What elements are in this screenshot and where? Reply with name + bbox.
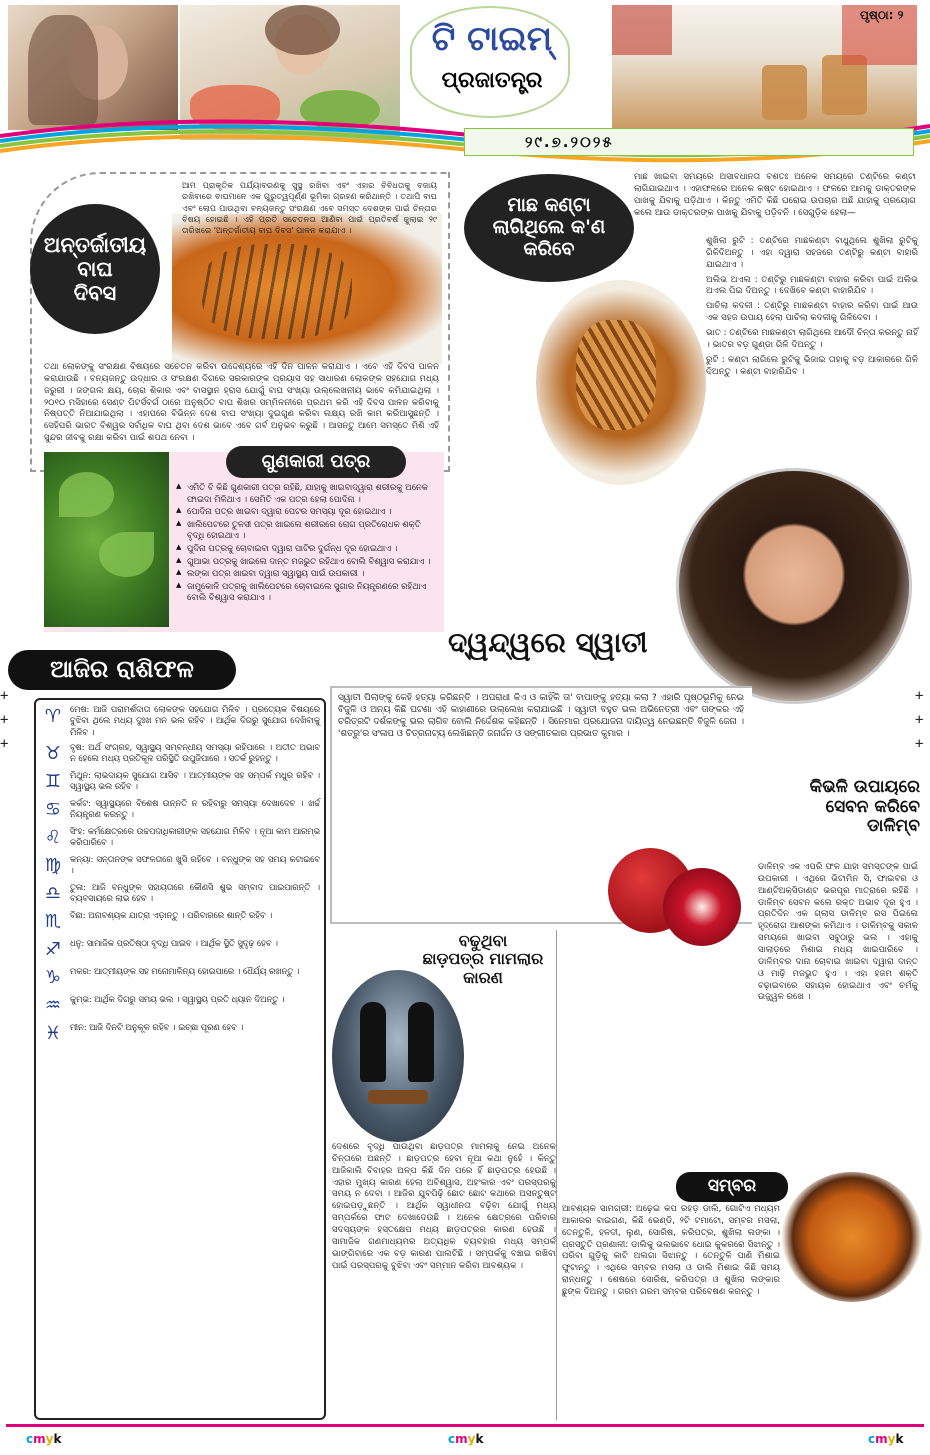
rashi-row [36, 882, 320, 906]
fish-title-line2: ଲାଗିଥିଲେ କ'ଣ [492, 216, 606, 239]
cmyk-mark-center: cmyk [448, 1432, 484, 1446]
sambar-title: ସମ୍ବର [707, 1176, 757, 1197]
rashi-text: ଧନୁ: ସାମାଜିକ ପ୍ରତିଷ୍ଠା ବୃଦ୍ଧି ପାଇବ । ଆର୍ଥିକ ସ୍ଥିତି ସୁଦୃଢ଼ ହେବ । [70, 937, 278, 948]
mint-point: ▲ ଏମିତି ବି କିଛି ଗୁଣକାରୀ ପତ୍ର ରହିଛି, ଯାହାକୁ ଖାଇବାଦ୍ୱାରା ଶରୀରକୁ ଅନେକ ଫାଇଦା ମିଳିଥାଏ । ସେମିତି ଏକ ପତ୍ର ହେଲା ପୋଦିନା । [176, 482, 438, 505]
fried-fish-photo [536, 280, 706, 485]
mint-leaves-photo [44, 452, 169, 627]
rashi-row [36, 966, 320, 990]
fish-title-line1: ମାଛ କଣ୍ଟା [507, 194, 591, 217]
rashi-title-badge [8, 650, 236, 690]
mint-point: ▲ ଗୁଆଭା ପତ୍ରକୁ ଖାଇଲେ ଦାନ୍ତ ମଜଭୁତ ରହିଥାଏ ବୋଲି ବିଶ୍ୱାସ କରାଯାଏ । [176, 556, 438, 568]
swati-portrait-photo [676, 468, 912, 704]
tiger-section [30, 172, 450, 472]
tiger-title-line3: ଦିବସ [73, 281, 117, 306]
fish-tip: ଅଲିଭ ଅଏଲ : ତଣ୍ଟିରୁ ମାଛକଣ୍ଟା ବାହାର କରିବା ପାଇଁ ଅଲିଭ ଅଏଲ ପିଇ ଦିଅନ୍ତୁ । ଦେଖିବେ କଣ୍ଟା ବାହାରିଯିବ । [706, 274, 918, 297]
rashi-text: ସିଂହ: କର୍ମକ୍ଷେତ୍ରରେ ଉଚ୍ଚପଦାଧିକାରୀଙ୍କ ସହଯୋଗ ମିଳିବ । ନୂଆ କାମ ଆରମ୍ଭ କରିପାରିବେ । [70, 825, 320, 848]
cmyk-mark-left: cmyk [26, 1432, 62, 1446]
rashi-row [36, 1022, 320, 1046]
sambar-body-text: ଆବଶ୍ୟକ ସାମଗ୍ରୀ: ଅଢ଼େଇ କପ ରହଡ଼ ଡାଲି, ଗୋଟିଏ ମଧ୍ୟମ ଆକାରର ବାଇଗଣ, କିଛି ଭେଣ୍ଡି, ୨ଟି ଟମାଟୋ, ସମ୍ବର ମସଲା, ତେନ୍ତୁଳି, ହଳଦୀ, ଲୁଣ, ସୋରିଷ, କରିପତ୍ର, ଶୁଖିଲା ଲଙ୍କା । ପ୍ରସ୍ତୁତି ପ୍ରଣାଳୀ: ଡାଲିକୁ ଭଲଭାବେ ଧୋଇ କୁକରରେ ସିଝାନ୍ତୁ । ପରିବା ଗୁଡ଼ିକୁ କାଟି ଅଲଗା ସିଝାନ୍ତୁ । ତେନ୍ତୁଳି ପାଣି ମିଶାଇ ଫୁଟାନ୍ତୁ । ଏଥିରେ ସମ୍ବର ମସଲା ଓ ଡାଲି ମିଶାଇ କିଛି ସମୟ ରାନ୍ଧନ୍ତୁ । ଶେଷରେ ସୋରିଷ, କରିପତ୍ର ଓ ଶୁଖିଲା ଲଙ୍କାର ଛୁଙ୍କ ଦିଅନ୍ତୁ । ଗରମ ଗରମ ସମ୍ବର ପରିବେଷଣ କରନ୍ତୁ । [562, 1204, 780, 1298]
rashi-row [36, 938, 320, 962]
fish-tip: ଭାତ : ତଣ୍ଟିରେ ମାଛକଣ୍ଟା ଲାଗିଥିଲେ ଆଦୌ ଚିନ୍ତା କରନ୍ତୁ ନାହିଁ । ଭାତର ବଡ଼ ଗୁଣ୍ଡା ଗିଳି ଦିଅନ୍ତୁ । [706, 328, 918, 350]
rashi-row [36, 994, 320, 1018]
swati-body-text: ସ୍ୱାତୀ ପିଲାଙ୍କୁ କେହି ହତ୍ୟା କରିଛନ୍ତି । ଅପରାଧୀ କିଏ ଓ କାହିଁକି ତା' ବାପାଙ୍କୁ ହତ୍ୟା କଲା ? ଏହାରି ପୃଷ୍ଠଭୂମିକୁ ନେଇ ବିଜୁଳି ଓ ଅନ୍ୟ କିଛି ଘଟଣା ଏହି କାହାଣୀରେ ଉଲ୍ଲେଖ କରାଯାଇଛି । ସ୍ୱାତୀ ବହୁତ ଭଲ ଅଭିନେତ୍ରୀ ଏବଂ ତାଙ୍କର ଏହି ଚରିତ୍ରଟି ଦର୍ଶକଙ୍କୁ ଭଲ ଲାଗିବ ବୋଲି ନିର୍ଦ୍ଦେଶକ କହିଛନ୍ତି । ସିନେମାର ପ୍ରଯୋଜନା ଦାୟିତ୍ୱ ନେଇଛନ୍ତି ବିଜୁଳି ଜେନା । 'ଶତ୍ରୁ'ର ସଂଳାପ ଓ ଚିତ୍ରନାଟ୍ୟ ଲେଖିଛନ୍ତି ଜନାର୍ଦ୍ଦନ ଓ ସଙ୍ଗୀତକାର ପ୍ରଭାତ କୁମାର । [338, 693, 744, 740]
fish-tip: ଶୁଖିଲା ରୁଟି : ତଣ୍ଟିରେ ମାଛକଣ୍ଟା ବାଧୁଥିଲେ ଶୁଖିଲା ରୁଟିକୁ ଗିଳିଦିଅନ୍ତୁ । ଏହା ଦ୍ୱାରା ସହଜରେ ତଣ୍ଟିରୁ କଣ୍ଟା ବାହାରି ଯାଇଥାଏ । [706, 236, 918, 270]
header-banner [0, 0, 930, 160]
divorce-title-line3: କାରଣ [463, 967, 503, 987]
mint-point: ▲ ଲଙ୍କା ପତ୍ର ଖାଇବା ଦ୍ୱାରା ସ୍ୱାସ୍ଥ୍ୟ ପାଇଁ ଉପକାରୀ । [176, 568, 438, 580]
logo-sub-text: ପ୍ରଜାତନ୍ତ୍ର [441, 68, 543, 93]
tiger-title-line1: ଅନ୍ତର୍ଜାତୀୟ [43, 232, 147, 257]
tiger-body-text: ତଥା ଲୋକଙ୍କୁ ସଂରକ୍ଷଣ ବିଷୟରେ ସଚେତନ କରିବା ଉଦ୍ଦେଶ୍ୟରେ ଏହି ଦିନ ପାଳନ କରାଯାଏ । ଏବେ ଏହି ଦିବସ ପାଳନ କରାଯାଉଛି । ବନ୍ୟଜନ୍ତୁ ଉଦ୍ଧାର ଓ ସଂରକ୍ଷଣ ଦିଗରେ ସରକାରଙ୍କ ପ୍ରୟାସ ସହ ସାଧାରଣ ଲୋକଙ୍କ ସହଯୋଗ ମଧ୍ୟ ଜରୁରୀ । ଜଙ୍ଗଲ କ୍ଷୟ, ଚୋରା ଶିକାର ଏବଂ ବାସସ୍ଥାନ ହ୍ରାସ ଯୋଗୁଁ ବାଘ ସଂଖ୍ୟା ଉଲ୍ଲେଖନୀୟ ଭାବେ କମିଯାଇଥିଲା । ୨୦୧୦ ମସିହାରେ ସେଣ୍ଟ ପିଟର୍ସବର୍ଗ ଠାରେ ଅନୁଷ୍ଠିତ ବାଘ ଶିଖର ସମ୍ମିଳନୀରେ ପ୍ରଥମ କରି ଏହି ଦିବସ ପାଳନ କରିବାକୁ ନିଷ୍ପତ୍ତି ନିଆଯାଇଥିଲା । ଏହାପରେ ବିଭିନ୍ନ ଦେଶ ବାଘ ସଂଖ୍ୟା ଦୁଇଗୁଣ କରିବା ଲକ୍ଷ୍ୟ ରଖି କାମ କରିଆସୁଛନ୍ତି । ସେହିପରି ଭାରତ ବିଶ୍ୱର ସର୍ବାଧିକ ବାଘ ଥିବା ଦେଶ ଭାବେ ଏବେ ଗର୍ବ ଅନୁଭବ କରୁଛି । ଆସନ୍ତୁ ଆମେ ସମସ୍ତେ ମିଶି ଏହି ସୁନ୍ଦର ଜୀବକୁ ରକ୍ଷା କରିବା ପାଇଁ ଶପଥ ନେବା । [44, 362, 439, 444]
taurus-icon: ♉ [44, 743, 62, 765]
fish-tip: ରୁଟି : କଣ୍ଟା ଲାଗିଲେ ରୁଟିକୁ ଭିଜାଇ ତାହାକୁ ବଡ଼ ଆକାରରେ ଗିଳି ଦିଅନ୍ତୁ । କଣ୍ଟା ବାହାରିଯିବ । [706, 354, 918, 377]
capricorn-icon: ♑ [44, 967, 62, 989]
rashi-text: ବୃଷ: ଅର୍ଥ ସଂଗ୍ରହ, ସ୍ୱାସ୍ଥ୍ୟ ସମ୍ବନ୍ଧୀୟ ସମସ୍ୟା ରହିପାରେ । ଅତୀତ ଅଭାବ ନ ହେଲେ ମଧ୍ୟ ପ୍ରତିକୂଳ ପରିସ୍ଥିତି ଉପୁଜିପାରେ । ସତର୍କ ରୁହନ୍ତୁ । [70, 741, 320, 764]
divorce-body-text: ଦେଶରେ ବୃଦ୍ଧି ପାଉଥିବା ଛାଡ଼ପତ୍ର ମାମଲାକୁ ନେଇ ଅନେକ ଚିନ୍ତାରେ ଅଛନ୍ତି । ଛାଡ଼ପତ୍ର ହେବା ନୂଆ କଥା ନୁହେଁ । କିନ୍ତୁ ଆଜିକାଲି ବିବାହର ଅଳ୍ପ କିଛି ଦିନ ପରେ ହିଁ ଛାଡ଼ପତ୍ର ହେଉଛି । ଏହାର ମୁଖ୍ୟ କାରଣ ହେଲା ଅବିଶ୍ୱାସ, ଅହଂକାର ଏବଂ ପରସ୍ପରକୁ ସମୟ ନ ଦେବା । ଆଜିର ଯୁବପିଢ଼ି ଛୋଟ ଛୋଟ କଥାରେ ଅସନ୍ତୁଷ୍ଟ ହୋଇପଡ଼ୁଛନ୍ତି । ଆର୍ଥିକ ସ୍ୱାଧୀନତା ବଢ଼ିବା ଯୋଗୁଁ ମଧ୍ୟ ସମ୍ପର୍କରେ ଫାଟ ଦେଖାଦେଉଛି । ଅନେକ କ୍ଷେତ୍ରରେ ପରିବାର ସଦସ୍ୟଙ୍କ ହସ୍ତକ୍ଷେପ ମଧ୍ୟ ଛାଡ଼ପତ୍ରର କାରଣ ହେଉଛି । ସାମାଜିକ ଗଣମାଧ୍ୟମର ଅତ୍ୟଧିକ ବ୍ୟବହାର ମଧ୍ୟ ସମ୍ପର୍କ ଭାଙ୍ଗିବାରେ ଏକ ବଡ଼ କାରଣ ପାଲଟିଛି । ସମ୍ପର୍କକୁ ବଞ୍ଚାଇ ରଖିବା ପାଇଁ ପରସ୍ପରକୁ ବୁଝିବା ଏବଂ ସମ୍ମାନ କରିବା ଆବଶ୍ୟକ । [332, 1142, 556, 1271]
leo-icon: ♌ [44, 827, 62, 849]
tiger-title-line2: ବାଘ [77, 256, 113, 281]
virgo-icon: ♍ [44, 855, 62, 877]
divorce-title-line2: ଛାଡ଼ପତ୍ର ମାମଲାର [422, 949, 544, 969]
crosshair-icon: + [0, 736, 9, 752]
rashi-row [36, 770, 320, 794]
rashi-row [36, 704, 320, 738]
aquarius-icon: ♒ [44, 995, 62, 1017]
rashi-text: କର୍କଟ: ସ୍ୱାସ୍ଥ୍ୟରେ ବିଶେଷ ଉନ୍ନତି ନ ରହିବାରୁ ସମସ୍ୟା ଦେଖାଦେବ । ଖର୍ଚ୍ଚ ନିୟନ୍ତ୍ରଣ କରନ୍ତୁ । [70, 797, 320, 820]
mint-title-badge [226, 446, 406, 478]
divorce-couple-photo [332, 970, 464, 1142]
crosshair-icon: + [915, 736, 924, 752]
crosshair-icon: + [915, 688, 924, 704]
rashi-row [36, 910, 320, 934]
gemini-icon: ♊ [44, 771, 62, 793]
rashi-row [36, 826, 320, 850]
fish-tips-list [706, 236, 918, 491]
cancer-icon: ♋ [44, 799, 62, 821]
divorce-body-side [466, 1006, 556, 1136]
pomegranate-title-box [752, 778, 920, 858]
tea-time-logo [410, 6, 570, 118]
crosshair-icon: + [0, 712, 9, 728]
rashi-row [36, 798, 320, 822]
rashi-list [34, 698, 326, 1420]
mint-section [44, 452, 444, 632]
column-divider [556, 930, 557, 1420]
rashi-title: ଆଜିର ରାଶିଫଳ [50, 655, 194, 684]
date-text: ୨୯.୭.୨୦୨୫ [525, 133, 614, 151]
divorce-title-line1: ବଢୁଥିବା [458, 931, 508, 950]
swati-title: ଦ୍ୱନ୍ଦ୍ୱରେ ସ୍ୱାତୀ [448, 626, 648, 659]
footer-rule [6, 1424, 924, 1427]
crosshair-icon: + [915, 712, 924, 728]
date-box [464, 128, 914, 156]
rashi-row [36, 742, 320, 766]
sambar-title-badge [676, 1172, 788, 1202]
rashi-text: ମେଷ: ଆଜି ପରାମର୍ଶଦାତା ଲୋକଙ୍କ ସହଯୋଗ ମିଳିବ । ପ୍ରତ୍ୟେକ ବିଷୟରେ ବୁଝିବା ଥିଲେ ମଧ୍ୟ ଦୁଃଖ ମନ ଭଲ ରହିବ । ଆର୍ଥିକ ଦିଗରୁ ସୁଯୋଗ ଦେଖିବାକୁ ମିଳିବ । [70, 704, 320, 737]
rashi-text: ମୀନ: ଆଜି ଦିନଟି ଅନୁକୂଳ ରହିବ । ଇଚ୍ଛା ପୂରଣ ହେବ । [70, 1021, 244, 1032]
pomegranate-body-text-cont [558, 970, 918, 1165]
scorpio-icon: ♏ [44, 911, 62, 933]
mint-title: ଗୁଣକାରୀ ପତ୍ର [261, 450, 371, 472]
rashi-text: ବିଛା: ଅନାବଶ୍ୟକ ଯାତ୍ରା ଏଡ଼ାନ୍ତୁ । ପରିବାରରେ ଶାନ୍ତି ରହିବ । [70, 909, 273, 920]
rashi-text: ତୁଳା: ଆଜି ବନ୍ଧୁଙ୍କ ସହାୟତାରେ କୌଣସି ଶୁଭ ସମ୍ବାଦ ପାଇପାରନ୍ତି । ବ୍ୟବସାୟରେ ଲାଭ ହେବ । [70, 881, 320, 904]
rashi-text: କୁମ୍ଭ: ଆର୍ଥିକ ଦିଗରୁ ସମୟ ଭଲ । ସ୍ୱାସ୍ଥ୍ୟ ପ୍ରତି ଧ୍ୟାନ ଦିଅନ୍ତୁ । [70, 993, 285, 1004]
fish-title-badge [464, 174, 634, 282]
cmyk-mark-right: cmyk [868, 1432, 904, 1446]
sagittarius-icon: ♐ [44, 939, 62, 961]
fish-tip: ପାଚିଲା କଦଳୀ : ତଣ୍ଟିରୁ ମାଛକଣ୍ଟା ବାହାର କରିବା ପାଇଁ ଆଉ ଏକ ସହଜ ଉପାୟ ହେଲା ପାଚିଲା କଦଳୀକୁ ଗିଳିଦେବା । [706, 301, 918, 324]
tiger-title-badge [30, 204, 160, 334]
rashi-row [36, 854, 320, 878]
pomegranate-title-line3: ଡାଳିମ୍ବ [866, 816, 920, 837]
rashi-text: ମିଥୁନ: ଲାଭଦାୟକ ସୁଯୋଗ ଆସିବ । ଆତ୍ମୀୟଙ୍କ ସହ ସମ୍ପର୍କ ମଧୁର ରହିବ । ସ୍ୱାସ୍ଥ୍ୟ ଭଲ ରହିବ । [70, 769, 320, 792]
mint-point: ▲ ପୋଦିନା ପତ୍ର ଖାଇବା ଦ୍ୱାରା ପେଟର ସମସ୍ୟା ଦୂର ହୋଇଥାଏ । [176, 506, 438, 518]
fish-title-line3: କରିବେ [523, 237, 575, 260]
pomegranate-body-text: ଡାଳିମ୍ବ ଏକ ଏପରି ଫଳ ଯାହା ସମସ୍ତଙ୍କ ପାଇଁ ଉପକାରୀ । ଏଥିରେ ଭିଟାମିନ ସି, ଫାଇବର ଓ ଆଣ୍ଟିଅକ୍ସିଡାଣ୍ଟ ଭରପୂର ମାତ୍ରାରେ ରହିଛି । ଡାଳିମ୍ବ ସେବନ କଲେ ରକ୍ତ ଅଭାବ ଦୂର ହୁଏ । ପ୍ରତିଦିନ ଏକ ଗ୍ଲାସ ଡାଳିମ୍ବ ରସ ପିଇଲେ ହୃଦ୍‌ରୋଗ ଆଶଙ୍କା କମିଥାଏ । ଡାଳିମ୍ବକୁ ସକାଳ ସମୟରେ ଖାଇବା ସବୁଠାରୁ ଭଲ । ଏହାକୁ ସାଲାଡ଼ରେ ମିଶାଇ ମଧ୍ୟ ଖାଇପାରିବେ । ଡାଳିମ୍ବର ଦାନା ଚୋବାଇ ଖାଇବା ଦ୍ୱାରା ଦାନ୍ତ ଓ ମାଢ଼ି ମଜଭୁତ ହୁଏ । ଏହା ହଜମ ଶକ୍ତି ବଢ଼ାଇବାରେ ସହାୟକ ହୋଇଥାଏ ଏବଂ ଚର୍ମକୁ ଉଜ୍ଜ୍ୱଳ ରଖେ । [758, 862, 918, 1003]
logo-main-text: ଟି ଟାଇମ୍ [431, 19, 553, 59]
mint-point: ▲ ଜାମୁକୋଳି ପତ୍ରକୁ ଖାଲିପେଟରେ ଚୋବାଇଲେ ସୁଗାର ନିୟନ୍ତ୍ରଣରେ ରହିଥାଏ ବୋଲି ବିଶ୍ୱାସ କରାଯାଏ । [176, 581, 438, 604]
pomegranate-title-line2: ସେବନ କରିବେ [825, 796, 920, 817]
pomegranate-title-line1: କିଭଳି ଉପାୟରେ [809, 777, 920, 797]
page-number: ପୃଷ୍ଠା: ୨ [860, 8, 904, 22]
rashi-text: ମକର: ଆତ୍ମୀୟଙ୍କ ସହ ମନୋମାଳିନ୍ୟ ହୋଇପାରେ । ଧୈର୍ଯ୍ୟ ରଖନ୍ତୁ । [70, 965, 300, 976]
aries-icon: ♈ [44, 705, 62, 727]
rashi-text: କନ୍ୟା: ସନ୍ତାନଙ୍କ ସଫଳତାରେ ଖୁସି ରହିବେ । ବନ୍ଧୁଙ୍କ ସହ ସମୟ କଟାଇବେ । [70, 853, 320, 876]
libra-icon: ♎ [44, 883, 62, 905]
pisces-icon: ♓ [44, 1023, 62, 1045]
fish-section [456, 168, 921, 528]
fish-intro-text: ମାଛ ଖାଇବା ସମୟରେ ଅସାବଧାନତା ବଶତଃ ଅନେକ ସମୟରେ ତଣ୍ଟିରେ କଣ୍ଟା ଲାଗିଯାଇଥାଏ । ଏହାଫଳରେ ଅନେକ କଷ୍ଟ ହୋଇଥାଏ । ଫଳରେ ଆମକୁ ଡାକ୍ତରଙ୍କ ପାଖକୁ ଯିବାକୁ ପଡ଼ିଥାଏ । କିନ୍ତୁ ଏମିତି କିଛି ଘରୋଇ ଉପଚାର ଅଛି ଯାହାକୁ ପ୍ରୟୋଗ କଲେ ଆଉ ଡାକ୍ତରଙ୍କ ପାଖକୁ ଯିବାକୁ ପଡ଼ିବନି । ସେଗୁଡ଼ିକ ହେଲା— [634, 172, 916, 218]
crosshair-icon: + [0, 688, 9, 704]
mint-points-list [176, 482, 438, 630]
mint-point: ▲ ପୁଦିନା ପତ୍ରକୁ ଚୋବାଇବା ଦ୍ୱାରା ପାଟିର ଦୁର୍ଗନ୍ଧ ଦୂର ହୋଇଥାଏ । [176, 543, 438, 555]
divorce-section [330, 930, 558, 1420]
mint-point: ▲ ଖାଲିପେଟରେ ତୁଳସୀ ପତ୍ର ଖାଇଲେ ଶରୀରରେ ରୋଗ ପ୍ରତିରୋଧକ ଶକ୍ତି ବୃଦ୍ଧି ହୋଇଥାଏ । [176, 519, 438, 542]
tiger-intro-text: ଆମ ପ୍ରାକୃତିକ ପର୍ଯ୍ୟାବରଣକୁ ସୁସ୍ଥ ରଖିବା ଏବଂ ଏହାର ବିବିଧତାକୁ ବଜାୟ ରଖିବାରେ ବାଘମାନେ ଏକ ଗୁରୁତ୍ୱପୂର୍ଣ୍ଣ ଭୂମିକା ଗ୍ରହଣ କରିଥାନ୍ତି । ତଥାପି ବାଘ ଏବଂ ଲୋପ ପାଉଥିବା ବନ୍ୟଜନ୍ତୁ ସଂରକ୍ଷଣ ଏବେ ସମସ୍ତ ଦେଶଙ୍କ ପାଇଁ ଚିନ୍ତାର ବିଷୟ ହୋଇଛି । ଏହି ପ୍ରତି ସଚେତନତା ଆଣିବା ପାଇଁ ପ୍ରତିବର୍ଷ ଜୁଲାଇ ୨୯ ତାରିଖରେ 'ଅନ୍ତର୍ଜାତୀୟ ବାଘ ଦିବସ' ପାଳନ କରାଯାଏ । [182, 180, 437, 236]
